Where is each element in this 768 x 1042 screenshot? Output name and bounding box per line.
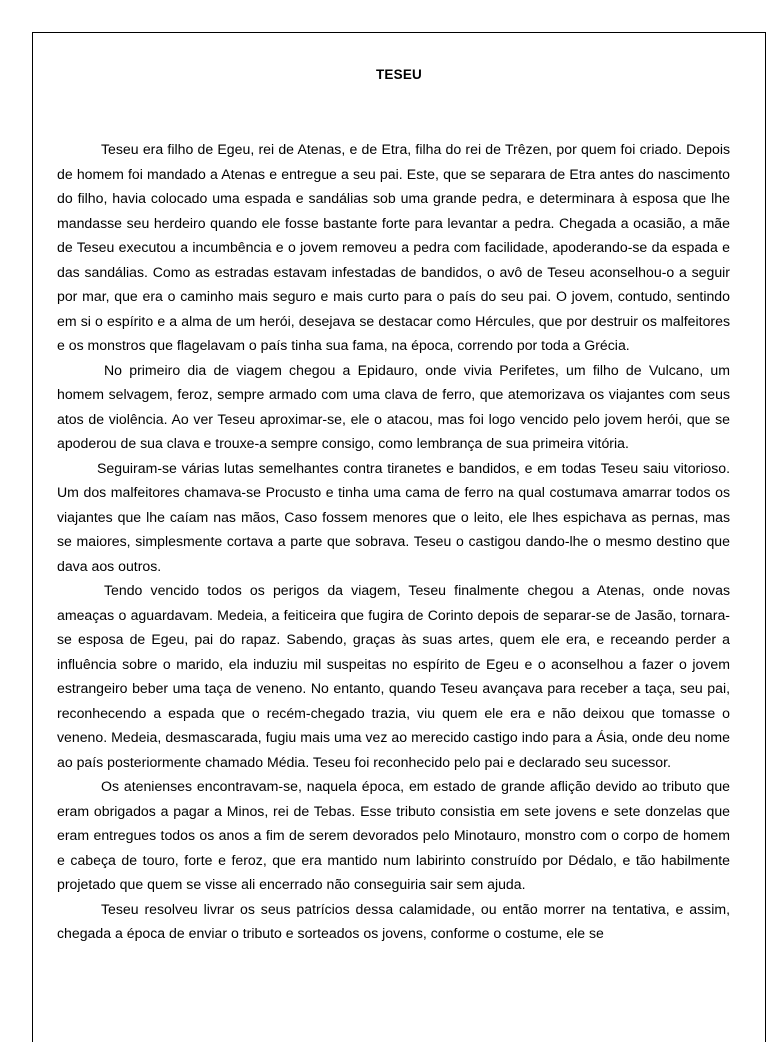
document-body <box>57 137 730 946</box>
document-page <box>32 32 766 1042</box>
paragraph-5: Os atenienses encontravam-se, naquela época, em estado de grande aflição devido ao tributo que eram obrigados a pagar a Minos, rei de Tebas. Esse tributo consistia em sete jovens e sete donzelas que eram entregues todos os anos a fim de serem devorados pelo Minotauro, monstro com o corpo de homem e cabeça de touro, forte e feroz, que era mantido num labirinto construído por Dédalo, e tão habilmente projetado que quem se visse ali encerrado não conseguiria sair sem ajuda. <box>57 778 730 892</box>
paragraph-6: Teseu resolveu livrar os seus patrícios dessa calamidade, ou então morrer na tentativa, e assim, chegada a época de enviar o tributo e sorteados os jovens, conforme o costume, ele se <box>57 900 730 941</box>
paragraph-4: Tendo vencido todos os perigos da viagem, Teseu finalmente chegou a Atenas, onde novas ameaças o aguardavam. Medeia, a feiticeira que fugira de Corinto depois de separar-se de Jasão, tornara-se esposa de Egeu, pai do rapaz. Sabendo, graças às suas artes, quem ele era, e receando perder a influência sobre o marido, ela induziu mil suspeitas no espírito de Egeu e o aconselhou a fazer o jovem estrangeiro beber uma taça de veneno. No entanto, quando Teseu avançava para receber a taça, seu pai, reconhecendo a espada que o recém-chegado trazia, viu quem ele era e não deixou que tomasse o veneno. Medeia, desmascarada, fugiu mais uma vez ao merecido castigo indo para a Ásia, onde deu nome ao país posteriormente chamado Média. Teseu foi reconhecido pelo pai e declarado seu sucessor. <box>57 582 730 770</box>
document-title: TESEU <box>375 67 422 82</box>
paragraph-1: Teseu era filho de Egeu, rei de Atenas, e de Etra, filha do rei de Trêzen, por quem foi criado. Depois de homem foi mandado a Atenas e entregue a seu pai. Este, que se separara de Etra antes do nascimento do filho, havia colocado uma espada e sandálias sob uma grande pedra, e determinara à esposa que lhe mandasse seu herdeiro quando ele fosse bastante forte para levantar a pedra. Chegada a ocasião, a mãe de Teseu executou a incumbência e o jovem removeu a pedra com facilidade, apoderando-se da espada e das sandálias. Como as estradas estavam infestadas de bandidos, o avô de Teseu aconselhou-o a seguir por mar, que era o caminho mais seguro e mais curto para o país do seu pai. O jovem, contudo, sentindo em si o espírito e a alma de um herói, desejava se destacar como Hércules, que por destruir os malfeitores e os monstros que flagelavam o país tinha sua fama, na época, correndo por toda a Grécia. <box>57 141 730 353</box>
paragraph-2: No primeiro dia de viagem chegou a Epidauro, onde vivia Perifetes, um filho de Vulcano, um homem selvagem, feroz, sempre armado com uma clava de ferro, que atemorizava os viajantes com seus atos de violência. Ao ver Teseu aproximar-se, ele o atacou, mas foi logo vencido pelo jovem herói, que se apoderou de sua clava e trouxe-a sempre consigo, como lembrança de sua primeira vitória. <box>57 361 730 451</box>
paragraph-3: Seguiram-se várias lutas semelhantes contra tiranetes e bandidos, e em todas Teseu saiu vitorioso. Um dos malfeitores chamava-se Procusto e tinha uma cama de ferro na qual costumava amarrar todos os viajantes que lhe caíam nas mãos, Caso fossem menores que o leito, ele lhes espichava as pernas, mas se maiores, simplesmente cortava a parte que sobrava. Teseu o castigou dando-lhe o mesmo destino que dava aos outros. <box>57 459 730 574</box>
